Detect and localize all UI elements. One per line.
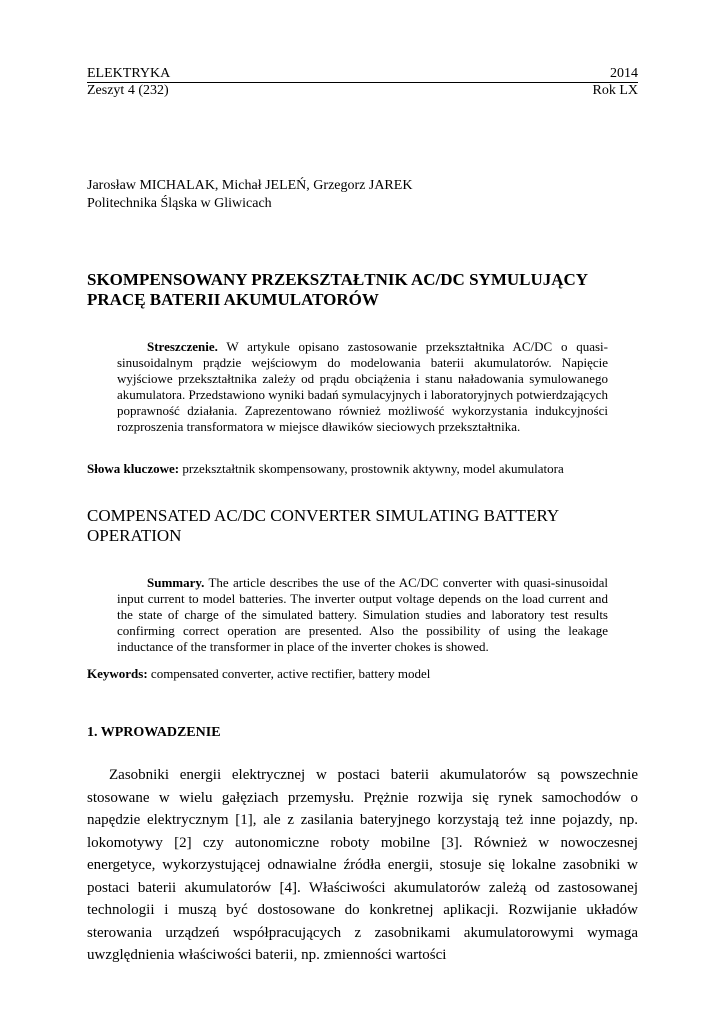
- abstract-pl: [117, 339, 608, 435]
- abstract-en: [117, 575, 608, 655]
- keywords-en: [87, 666, 638, 682]
- running-header-bottom: [87, 83, 638, 99]
- body-paragraph: Zasobniki energii elektrycznej w postaci baterii akumulatorów są powszechnie stosowane w wielu gałęziach przemysłu. Prężnie rozwija się rynek samochodów o napędzie elektrycznym [1], ale z zasilania bateryjnego korzystają też inne pojazdy, np. lokomotywy [2] czy autonomiczne roboty mobilne [3]. Również w nowoczesnej energetyce, wykorzystującej odnawialne źródła energii, stosuje się lokalne zasobniki w postaci baterii akumulatorów [4]. Właściwości akumulatorów zależą od zastosowanej technologii i muszą być dostosowane do konkretnej aplikacji. Rozwijanie układów sterowania urządzeń współpracujących z zasobnikami akumulatorowymi wymaga uwzględnienia właściwości baterii, np. zmienności wartości: [87, 767, 638, 963]
- running-header-top: [87, 66, 638, 83]
- keywords-pl-text: przekształtnik skompensowany, prostownik aktywny, model akumulatora: [179, 461, 564, 476]
- keywords-en-text: compensated converter, active rectifier, battery model: [147, 666, 431, 681]
- section-body: [87, 764, 638, 967]
- journal-volume: Rok LX: [592, 83, 638, 98]
- keywords-en-label: Keywords:: [87, 666, 148, 681]
- keywords-pl: [87, 461, 638, 477]
- journal-issue: Zeszyt 4 (232): [87, 83, 169, 98]
- author-affiliation: Politechnika Śląska w Gliwicach: [87, 196, 272, 211]
- author-block: [87, 177, 412, 213]
- abstract-pl-label: Streszczenie.: [147, 339, 218, 354]
- keywords-pl-label: Słowa kluczowe:: [87, 461, 180, 476]
- abstract-pl-text: W artykule opisano zastosowanie przekształtnika AC/DC o quasi-sinusoidalnym prądzie wejściowym do modelowania baterii akumulatorów. Napięcie wyjściowe przekształtnika zależy od prądu obciążenia i stanu naładowania symulowanego akumulatora. Przedstawiono wyniki badań symulacyjnych i laboratoryjnych potwierdzających poprawność działania. Zaprezentowano również możliwość wykorzystania indukcyjności rozproszenia transformatora w miejsce dławików sieciowych przekształtnika.: [117, 339, 608, 434]
- journal-year: 2014: [610, 66, 638, 81]
- abstract-en-label: Summary.: [147, 575, 205, 590]
- paper-page: [87, 0, 638, 1024]
- paper-title-en: COMPENSATED AC/DC CONVERTER SIMULATING BATTERY OPERATION: [87, 506, 559, 545]
- paper-title-pl: SKOMPENSOWANY PRZEKSZTAŁTNIK AC/DC SYMULUJĄCY PRACĘ BATERII AKUMULATORÓW: [87, 270, 588, 309]
- journal-name: ELEKTRYKA: [87, 66, 171, 81]
- section-heading: 1. WPROWADZENIE: [87, 725, 221, 740]
- author-names: Jarosław MICHALAK, Michał JELEŃ, Grzegorz JAREK: [87, 178, 413, 193]
- abstract-en-text: The article describes the use of the AC/DC converter with quasi-sinusoidal input current to model batteries. The inverter output voltage depends on the load current and the state of charge of the simulated battery. Simulation studies and laboratory test results confirming correct operation are presented. Also the possibility of using the leakage inductance of the transformer in place of the inverter chokes is showed.: [117, 575, 608, 654]
